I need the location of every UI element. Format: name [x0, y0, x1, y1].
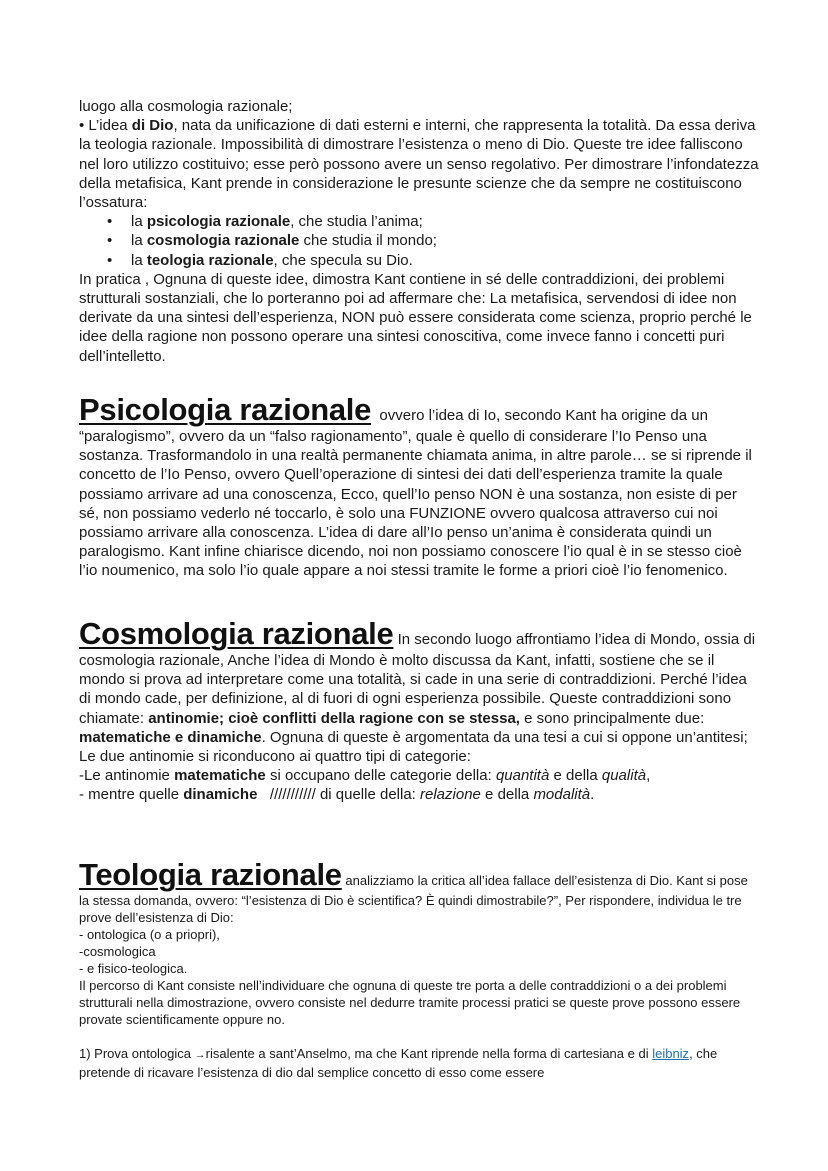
teologia-paragraph [79, 858, 759, 926]
arrow-right-icon: → [194, 1049, 206, 1061]
dio-pre: • L’idea [79, 117, 132, 135]
list-item: • la cosmologia razionale che studia il mondo; [79, 231, 759, 250]
list-item: - ontologica (o a priopri), [79, 927, 220, 942]
list-item: • la teologia razionale, che specula su Dio. [79, 251, 759, 270]
list-item: -cosmologica [79, 944, 156, 959]
dio-bold: di Dio [131, 117, 174, 135]
list-item: - e fisico-teologica. [79, 961, 188, 976]
intro-line: luogo alla cosmologia razionale; [79, 98, 293, 115]
teologia-section [79, 858, 759, 1081]
psicologia-section [79, 393, 759, 581]
psicologia-text: ovvero l’idea di Io, secondo Kant ha origine da un “paralogismo”, ovvero da un “falso ragionamento”, quale è quello di considerare l’Io Penso una sostanza. Trasformandolo in una realtà permanente chiamata anima, in altre parole… se si riprende il concetto de l’Io Penso, ovvero Quell’operazione di sintesi dei dati dell’esperienza tramite la quale possiamo arrivare ad una conoscenza, Ecco, quell’Io penso NON è una sostanza, non esiste di per sé, non possiamo vederlo né toccarlo, è solo una FUNZIONE ovvero qualcosa attraverso cui noi possiamo arrivare alla conoscenza. L’idea di dare all’Io penso un’anima è considerata quindi un paralogismo. Kant infine chiarisce dicendo, noi non possiamo conoscere l’io qual è in se stesso cioè l’io noumenico, ma solo l’io quale appare a noi stessi tramite le forme a priori cioè l’io fenomenico. [79, 407, 752, 580]
teologia-text: analizziamo la critica all’idea fallace dell’esistenza di Dio. Kant si pose la stessa domanda, ovvero: “l’esistenza di Dio è scientifica? È quindi dimostrabile?”, Per rispondere, individua le tre prove dell’esistenza di Dio: [79, 873, 748, 925]
dio-post: , nata da unificazione di dati esterni e interni, che rappresenta la totalità. Da essa deriva la teologia razionale. Impossibilità di dimostrare l’esistenza o meno di Dio. Queste tre idee falliscono nel loro utilizzo costituivo; esse però possono avere un senso regolativo. Per dimostrare l’infondatezza della metafisica, Kant prende in considerazione le presunte scienze che da sempre ne costituiscono l’ossatura: [79, 117, 759, 212]
section-title-teologia: Teologia razionale [79, 857, 342, 892]
intro-conclusion: In pratica , Ognuna di queste idee, dimostra Kant contiene in sé delle contraddizioni, dei problemi strutturali sostanziali, che lo porteranno poi ad affermare che: La metafisica, servendosi di idee non derivate da una sintesi dell’esperienza, NON può essere considerata come scienza, proprio perché le idee della ragione non possono operare una sintesi conoscitiva, come invece fanno i concetti puri dell’intelletto. [79, 270, 752, 365]
psicologia-paragraph [79, 393, 759, 581]
section-title-psicologia: Psicologia razionale [79, 392, 372, 427]
dinamiche-line: - mentre quelle dinamiche /////////// di quelle della: relazione e della modalità. [79, 786, 595, 804]
spacer [79, 1028, 759, 1045]
cosmologia-section [79, 617, 759, 805]
list-item: • la psicologia razionale, che studia l’anima; [79, 212, 759, 231]
percorso-paragraph: Il percorso di Kant consiste nell’individuare che ognuna di queste tre porta a delle contraddizioni o a dei problemi strutturali nella dimostrazione, ovvero consiste nel dedurre tramite processi pratici se queste prove possono essere provate scientificamente oppure no. [79, 978, 741, 1027]
intro-section [79, 97, 759, 366]
leibniz-link[interactable]: leibniz [652, 1046, 690, 1061]
cosmologia-paragraph: Cosmologia razionale In secondo luogo affrontiamo l’idea di Mondo, ossia di cosmologia razionale, Anche l’idea di Mondo è molto discussa da Kant, infatti, sostiene che se il mondo si prova ad interpretare come una totalità, si cade in una serie di contraddizioni. Perché l’idea di mondo cade, per definizione, al di fuori di ogni esperienza possibile. Queste contraddizioni sono chiamate: antinomie; cioè conflitti della ragione con se stessa, e sono principalmente due: matematiche e dinamiche. Ognuna di queste è argomentata da una tesi a cui si oppone un’antitesi; Le due antinomie si riconducono ai quattro tipi di categorie: [79, 616, 756, 766]
dio-paragraph [79, 116, 759, 212]
sciences-list [79, 212, 759, 270]
matematiche-line: -Le antinomie matematiche si occupano delle categorie della: quantità e della qualità, [79, 767, 651, 785]
prova-ontologica-paragraph: 1) Prova ontologica →risalente a sant’Anselmo, ma che Kant riprende nella forma di cartesiana e di leibniz, che pretende di ricavare l’esistenza di dio dal semplice concetto di esso come essere [79, 1046, 718, 1080]
section-title-cosmologia: Cosmologia razionale [79, 616, 394, 651]
